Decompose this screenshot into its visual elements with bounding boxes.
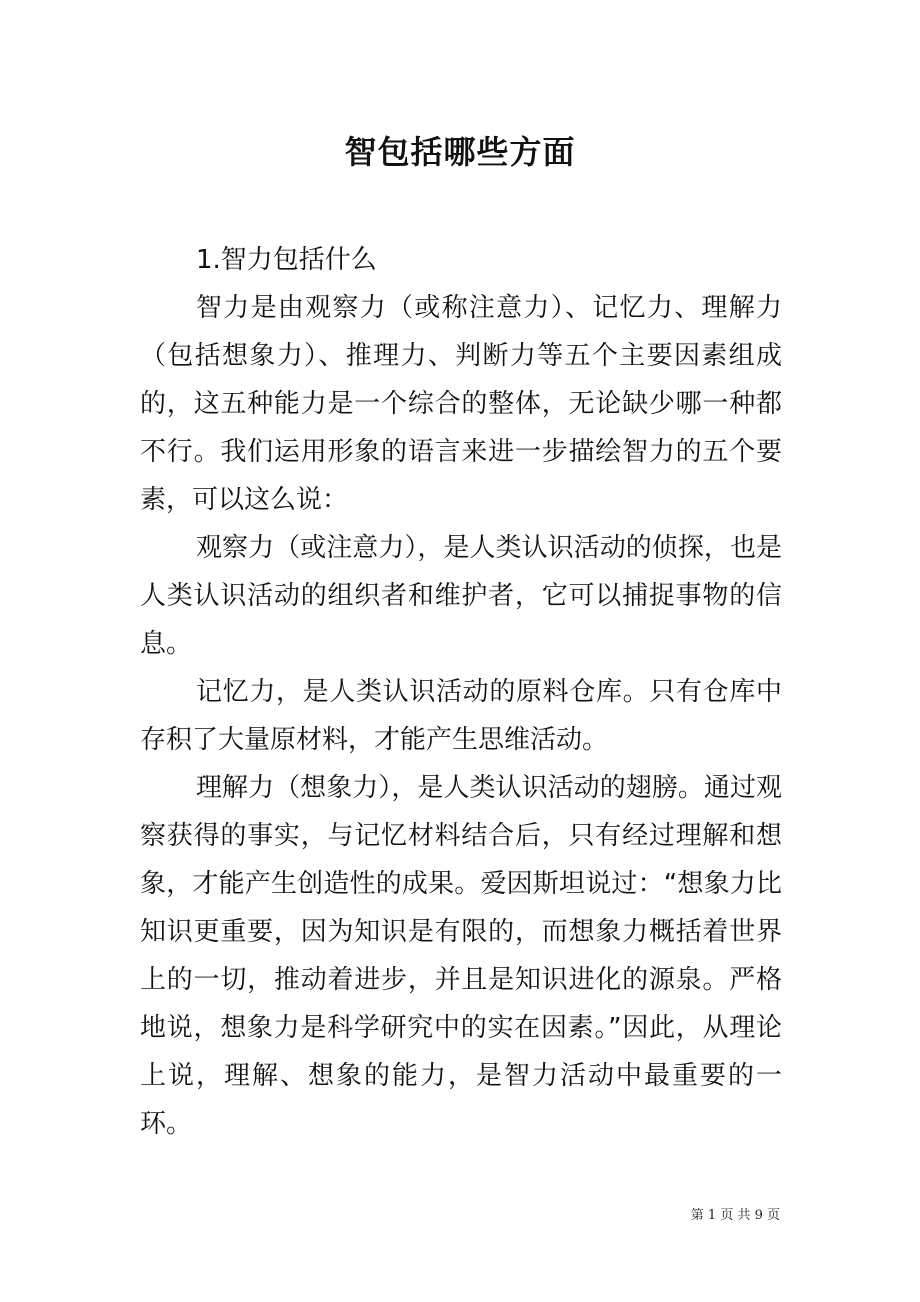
paragraph-intelligence-definition: 智力是由观察力（或称注意力）、记忆力、理解力（包括想象力）、推理力、判断力等五个主要因素组成的，这五种能力是一个综合的整体，无论缺少哪一种都不行。我们运用形象的语言来进一步描绘智力的五个要素，可以这么说：: [140, 293, 782, 515]
paragraph-understanding: 理解力（想象力），是人类认识活动的翅膀。通过观察获得的事实，与记忆材料结合后，只有经过理解和想象，才能产生创造性的成果。爱因斯坦说过：“想象力比知识更重要，因为知识是有限的，而想象力概括着世界上的一切，推动着进步，并且是知识进化的源泉。严格地说，想象力是科学研究中的实在因素。”因此，从理论上说，理解、想象的能力，是智力活动中最重要的一环。: [140, 773, 782, 1139]
paragraph-observation: 观察力（或注意力），是人类认识活动的侦探，也是人类认识活动的组织者和维护者，它可以捕捉事物的信息。: [140, 533, 782, 659]
paragraph-memory: 记忆力，是人类认识活动的原料仓库。只有仓库中存积了大量原材料，才能产生思维活动。: [140, 677, 782, 755]
document-title: 智包括哪些方面: [344, 133, 576, 171]
page-number-footer: 第 1 页 共 9 页: [690, 1208, 780, 1223]
document-body: [140, 236, 782, 1148]
section-heading: 1.智力包括什么: [196, 245, 377, 275]
